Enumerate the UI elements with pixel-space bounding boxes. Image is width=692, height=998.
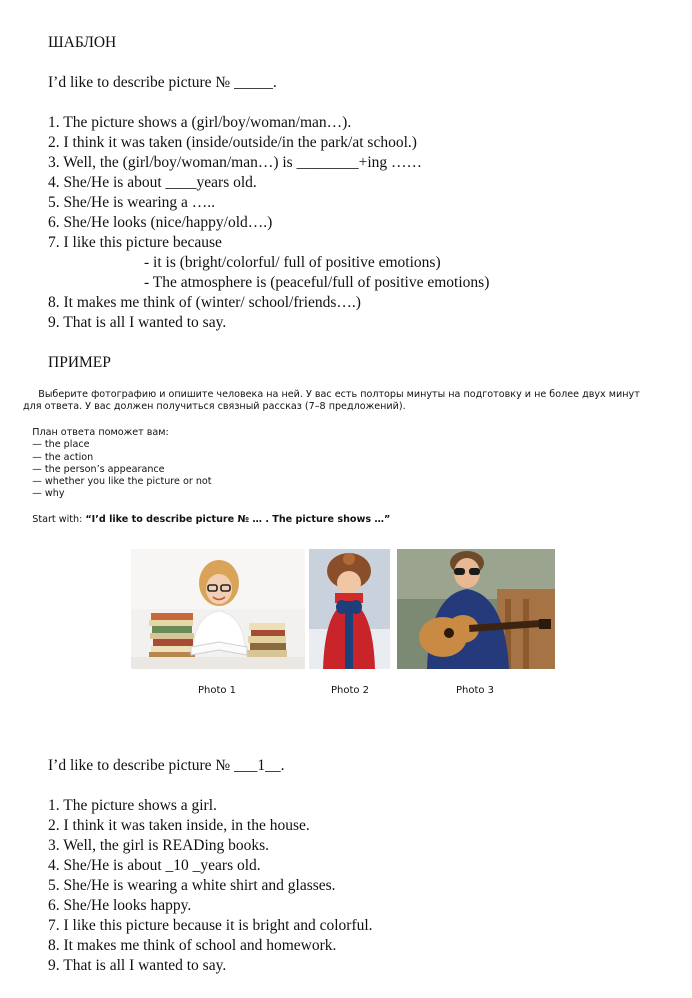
child-winter-photo — [309, 549, 390, 669]
boy-guitar-photo — [397, 549, 555, 669]
template-item: 8. It makes me think of (winter/ school/friends….) — [48, 294, 361, 311]
photo-caption: Photo 3 — [455, 685, 495, 696]
start-phrase: “I’d like to describe picture № … . The picture shows …” — [85, 514, 391, 525]
template-item: 1. The picture shows a (girl/boy/woman/man…). — [48, 114, 352, 131]
template-item: 9. That is all I wanted to say. — [48, 314, 227, 331]
template-item: 3. Well, the (girl/boy/woman/man…) is ________+ing …… — [48, 154, 423, 171]
template-item: 7. I like this picture because — [48, 234, 222, 251]
template-item: 5. She/He is wearing a ….. — [48, 194, 216, 211]
plan-item: — the person’s appearance — [17, 463, 165, 475]
task-line: Выберите фотографию и опишите человека на ней. У вас есть полторы минуты на подготовку и не более двух минут — [23, 389, 640, 400]
answer-item: 7. I like this picture because it is bright and colorful. — [48, 917, 373, 934]
task-line: для ответа. У вас должен получиться связный рассказ (7–8 предложений). — [23, 401, 406, 413]
plan-item: — the place — [17, 439, 90, 451]
template-item: 6. She/He looks (nice/happy/old….) — [48, 214, 273, 231]
plan-item: — the action — [17, 451, 94, 463]
photo-strip — [131, 549, 555, 669]
template-intro: I’d like to describe picture № _____. — [48, 74, 277, 91]
answer-item: 8. It makes me think of school and homework. — [48, 937, 337, 954]
photo-caption: Photo 1 — [197, 685, 237, 696]
template-heading: ШАБЛОН — [48, 34, 117, 51]
answer-item: 1. The picture shows a girl. — [48, 797, 217, 814]
template-list — [48, 113, 489, 333]
start-label: Start with: — [17, 514, 86, 525]
start-with — [17, 514, 390, 526]
answer-item: 6. She/He looks happy. — [48, 897, 192, 914]
answer-item: 4. She/He is about _10 _years old. — [48, 857, 261, 874]
girl-reading-photo — [131, 549, 305, 669]
example-heading: ПРИМЕР — [48, 354, 111, 371]
answer-item: 9. That is all I wanted to say. — [48, 957, 227, 974]
plan-block — [17, 427, 212, 501]
photo-caption: Photo 2 — [330, 685, 370, 696]
template-item: 4. She/He is about ____years old. — [48, 174, 257, 191]
task-text — [23, 389, 640, 414]
plan-item: — whether you like the picture or not — [17, 476, 212, 488]
template-item: 2. I think it was taken (inside/outside/in the park/at school.) — [48, 134, 417, 151]
answer-item: 3. Well, the girl is READing books. — [48, 837, 270, 854]
template-subitem: - it is (bright/colorful/ full of positive emotions) — [144, 254, 441, 271]
answer-list — [48, 796, 373, 976]
template-subitem: - The atmosphere is (peaceful/full of positive emotions) — [144, 274, 490, 291]
plan-item: — why — [17, 488, 65, 500]
plan-title: План ответа поможет вам: — [17, 427, 169, 438]
answer-intro: I’d like to describe picture № ___1__. — [48, 757, 285, 774]
answer-item: 2. I think it was taken inside, in the house. — [48, 817, 310, 834]
answer-item: 5. She/He is wearing a white shirt and glasses. — [48, 877, 336, 894]
